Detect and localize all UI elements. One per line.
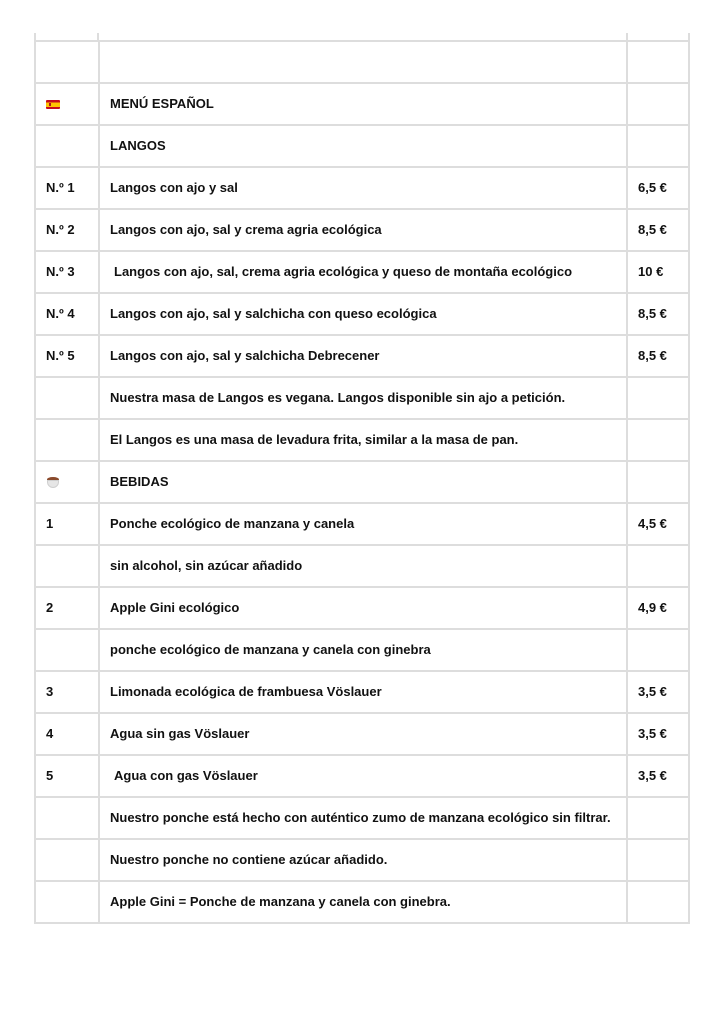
item-number: 4 — [35, 713, 99, 755]
item-number: 5 — [35, 755, 99, 797]
langos-header-row — [35, 125, 689, 167]
note-text: Nuestro ponche no contiene azúcar añadido. — [99, 839, 627, 881]
drinks-header-row — [35, 461, 689, 503]
item-name: Langos con ajo, sal y salchicha con queso ecológica — [99, 293, 627, 335]
empty-cell — [627, 125, 689, 167]
item-number: 1 — [35, 503, 99, 545]
menu-item-row — [35, 335, 689, 377]
note-text: Apple Gini = Ponche de manzana y canela con ginebra. — [99, 881, 627, 923]
menu-item-row — [35, 713, 689, 755]
empty-cell — [35, 629, 99, 671]
item-name: Agua sin gas Vöslauer — [99, 713, 627, 755]
note-row — [35, 419, 689, 461]
empty-row — [35, 41, 689, 83]
item-name-cell — [99, 251, 627, 293]
note-text: El Langos es una masa de levadura frita, similar a la masa de pan. — [99, 419, 627, 461]
item-name: Langos con ajo, sal y crema agria ecológica — [99, 209, 627, 251]
menu-table — [34, 40, 690, 924]
item-name-cell — [99, 755, 627, 797]
item-number: 3 — [35, 671, 99, 713]
empty-cell — [35, 125, 99, 167]
empty-cell — [99, 41, 627, 83]
item-name: Langos con ajo y sal — [99, 167, 627, 209]
item-name: Apple Gini ecológico — [99, 587, 627, 629]
note-text: Nuestra masa de Langos es vegana. Langos disponible sin ajo a petición. — [99, 377, 627, 419]
empty-cell — [35, 377, 99, 419]
item-number: N.º 3 — [35, 251, 99, 293]
note-row — [35, 881, 689, 923]
flag-cell — [35, 83, 99, 125]
menu-item-row — [35, 209, 689, 251]
empty-cell — [627, 545, 689, 587]
empty-cell — [35, 41, 99, 83]
empty-cell — [627, 629, 689, 671]
empty-cell — [627, 419, 689, 461]
menu-item-row — [35, 503, 689, 545]
item-price: 4,9 € — [627, 587, 689, 629]
item-number: N.º 2 — [35, 209, 99, 251]
note-row — [35, 797, 689, 839]
item-note: ponche ecológico de manzana y canela con ginebra — [99, 629, 627, 671]
item-price: 3,5 € — [627, 755, 689, 797]
empty-cell — [35, 881, 99, 923]
spain-flag-icon — [46, 100, 60, 109]
section-header-drinks: BEBIDAS — [99, 461, 627, 503]
empty-cell — [627, 461, 689, 503]
item-note-row — [35, 629, 689, 671]
item-price: 6,5 € — [627, 167, 689, 209]
item-price: 3,5 € — [627, 671, 689, 713]
empty-cell — [627, 881, 689, 923]
empty-cell — [627, 839, 689, 881]
item-number: N.º 1 — [35, 167, 99, 209]
hot-beverage-icon — [46, 477, 60, 489]
menu-item-row — [35, 587, 689, 629]
empty-cell — [627, 377, 689, 419]
menu-item-row — [35, 671, 689, 713]
item-name: Langos con ajo, sal y salchicha Debrecener — [99, 335, 627, 377]
empty-cell — [627, 83, 689, 125]
item-price: 8,5 € — [627, 293, 689, 335]
item-name: Limonada ecológica de frambuesa Vöslauer — [99, 671, 627, 713]
item-price: 8,5 € — [627, 209, 689, 251]
item-price: 8,5 € — [627, 335, 689, 377]
empty-cell — [35, 419, 99, 461]
item-note: sin alcohol, sin azúcar añadido — [99, 545, 627, 587]
menu-item-row — [35, 251, 689, 293]
menu-item-row — [35, 167, 689, 209]
item-name: Agua con gas Vöslauer — [114, 768, 258, 783]
item-number: N.º 4 — [35, 293, 99, 335]
item-name: Ponche ecológico de manzana y canela — [99, 503, 627, 545]
menu-item-row — [35, 293, 689, 335]
menu-item-row — [35, 755, 689, 797]
item-number: 2 — [35, 587, 99, 629]
item-price: 10 € — [627, 251, 689, 293]
item-note-row — [35, 545, 689, 587]
item-name: Langos con ajo, sal, crema agria ecológica y queso de montaña ecológico — [114, 264, 573, 279]
menu-title: MENÚ ESPAÑOL — [99, 83, 627, 125]
note-row — [35, 377, 689, 419]
item-price: 4,5 € — [627, 503, 689, 545]
empty-cell — [627, 797, 689, 839]
empty-cell — [35, 797, 99, 839]
menu-title-row — [35, 83, 689, 125]
empty-cell — [35, 839, 99, 881]
cup-cell — [35, 461, 99, 503]
empty-cell — [627, 41, 689, 83]
note-row — [35, 839, 689, 881]
note-text: Nuestro ponche está hecho con auténtico zumo de manzana ecológico sin filtrar. — [99, 797, 627, 839]
section-header-langos: LANGOS — [99, 125, 627, 167]
item-number: N.º 5 — [35, 335, 99, 377]
item-price: 3,5 € — [627, 713, 689, 755]
empty-cell — [35, 545, 99, 587]
